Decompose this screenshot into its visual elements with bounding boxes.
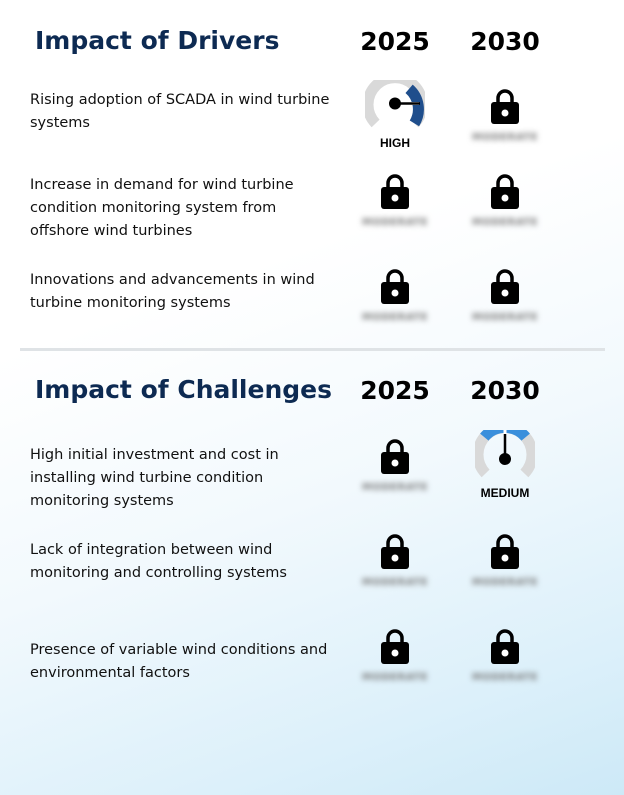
challenge-row-3-2030-cell[interactable] <box>450 628 560 708</box>
challenge-row-2-2025-cell[interactable] <box>340 533 450 613</box>
locked-label: MODERATE <box>472 132 538 143</box>
gauge-level-label: MEDIUM <box>480 486 530 500</box>
driver-row-3-2025-cell[interactable] <box>340 268 450 348</box>
section-divider <box>20 348 605 351</box>
locked-label: MODERATE <box>472 672 538 683</box>
challenges-year-2030: 2030 <box>470 376 540 405</box>
lock-icon <box>491 88 519 124</box>
lock-icon <box>491 268 519 304</box>
gauge-medium-icon <box>475 430 535 486</box>
lock-icon <box>381 268 409 304</box>
lock-icon <box>491 173 519 209</box>
locked-label: MODERATE <box>362 312 428 323</box>
locked-label: MODERATE <box>472 217 538 228</box>
lock-icon <box>381 533 409 569</box>
driver-row-2-text: Increase in demand for wind turbine condition monitoring system from offshore wind turbines <box>30 177 294 239</box>
driver-row-1-2030-cell[interactable] <box>450 88 560 168</box>
gauge-level-label: HIGH <box>380 136 410 150</box>
locked-label: MODERATE <box>362 217 428 228</box>
challenge-row-3-text: Presence of variable wind conditions and environmental factors <box>30 642 328 681</box>
drivers-year-2025: 2025 <box>360 27 430 56</box>
gauge-high-icon <box>365 80 425 136</box>
locked-label: MODERATE <box>472 312 538 323</box>
lock-icon <box>381 173 409 209</box>
locked-label: MODERATE <box>362 672 428 683</box>
lock-icon <box>381 438 409 474</box>
driver-row-2-2030-cell[interactable] <box>450 173 560 253</box>
drivers-year-2030: 2030 <box>470 27 540 56</box>
driver-row-1-2025-cell <box>340 86 450 166</box>
challenges-title: Impact of Challenges <box>35 375 332 404</box>
locked-label: MODERATE <box>362 577 428 588</box>
driver-row-3-2030-cell[interactable] <box>450 268 560 348</box>
driver-row-2-2025-cell[interactable] <box>340 173 450 253</box>
challenge-row-1-text: High initial investment and cost in installing wind turbine condition monitoring systems <box>30 447 279 509</box>
challenge-row-1-2030-cell <box>450 436 560 516</box>
challenge-row-2-2030-cell[interactable] <box>450 533 560 613</box>
lock-icon <box>381 628 409 664</box>
challenge-row-2-text: Lack of integration between wind monitoring and controlling systems <box>30 542 287 581</box>
challenges-year-2025: 2025 <box>360 376 430 405</box>
locked-label: MODERATE <box>362 482 428 493</box>
lock-icon <box>491 628 519 664</box>
challenge-row-1-2025-cell[interactable] <box>340 438 450 518</box>
challenge-row-3-2025-cell[interactable] <box>340 628 450 708</box>
drivers-title: Impact of Drivers <box>35 26 280 55</box>
lock-icon <box>491 533 519 569</box>
driver-row-3-text: Innovations and advancements in wind turbine monitoring systems <box>30 272 315 311</box>
driver-row-1-text: Rising adoption of SCADA in wind turbine systems <box>30 92 330 131</box>
locked-label: MODERATE <box>472 577 538 588</box>
